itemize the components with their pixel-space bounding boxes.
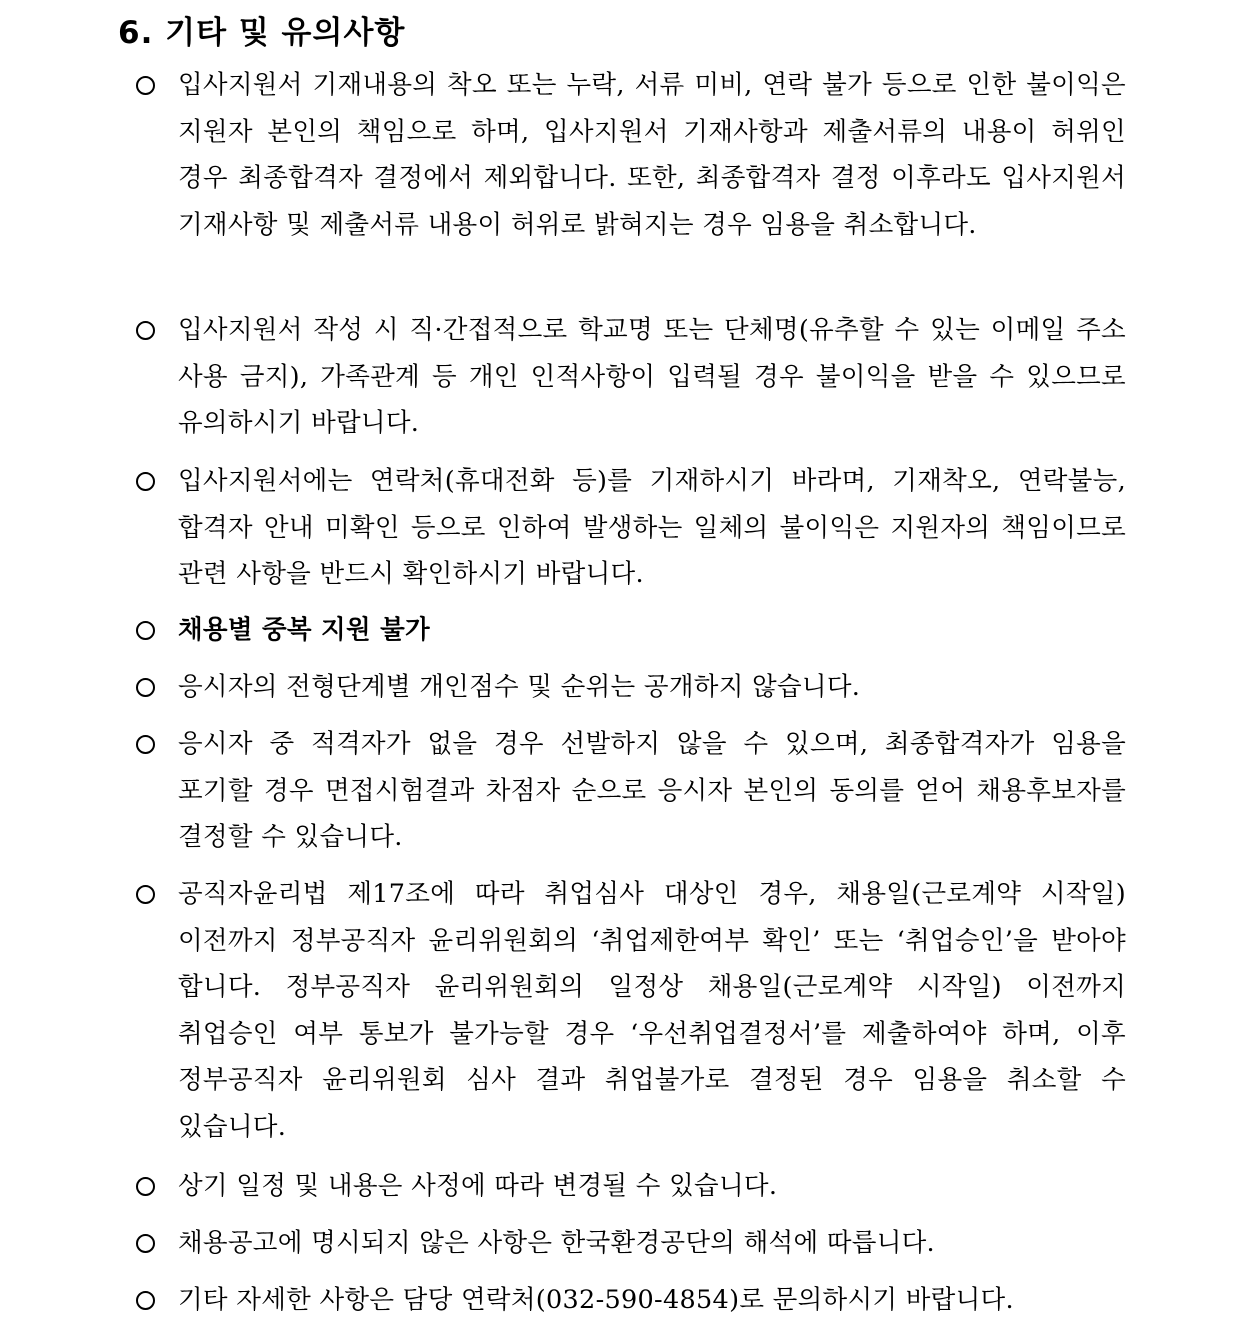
item-text: 입사지원서 기재내용의 착오 또는 누락, 서류 미비, 연락 불가 등으로 인한 불이익은 지원자 본인의 책임으로 하며, 입사지원서 기재사항과 제출서류의 내용이 허위인 경우 최종합격자 결정에서 제외합니다. 또한, 최종합격자 결정 이후라도 입사지원서 기재사항 및 제출서류 내용이 허위로 밝혀지는 경우 임용을 취소합니다. (178, 70, 1126, 240)
item-text: 입사지원서에는 연락처(휴대전화 등)를 기재하시기 바라며, 기재착오, 연락불능, 합격자 안내 미확인 등으로 인하여 발생하는 일체의 불이익은 지원자의 책임이므로 관련 사항을 반드시 확인하시기 바랍니다. (178, 466, 1126, 589)
circle-bullet-icon (136, 1177, 155, 1196)
circle-bullet-icon (136, 678, 155, 697)
item-text: 기타 자세한 사항은 담당 연락처(032-590-4854)로 문의하시기 바랍니다. (178, 1285, 1014, 1315)
list-item (136, 1277, 1126, 1324)
item-text: 입사지원서 작성 시 직·간접적으로 학교명 또는 단체명(유추할 수 있는 이메일 주소 사용 금지), 가족관계 등 개인 인적사항이 입력될 경우 불이익을 받을 수 있으므로 유의하시기 바랍니다. (178, 315, 1126, 438)
list-item (136, 458, 1126, 598)
list-item (136, 664, 1126, 711)
circle-bullet-icon (136, 735, 155, 754)
list-item (136, 721, 1126, 861)
circle-bullet-icon (136, 1234, 155, 1253)
circle-bullet-icon (136, 885, 155, 904)
circle-bullet-icon (136, 621, 155, 640)
item-text: 채용공고에 명시되지 않은 사항은 한국환경공단의 해석에 따릅니다. (178, 1228, 935, 1258)
item-text: 채용별 중복 지원 불가 (178, 615, 430, 645)
item-text: 응시자의 전형단계별 개인점수 및 순위는 공개하지 않습니다. (178, 672, 861, 702)
circle-bullet-icon (136, 76, 155, 95)
circle-bullet-icon (136, 472, 155, 491)
circle-bullet-icon (136, 321, 155, 340)
item-text: 상기 일정 및 내용은 사정에 따라 변경될 수 있습니다. (178, 1171, 778, 1201)
item-text: 공직자윤리법 제17조에 따라 취업심사 대상인 경우, 채용일(근로계약 시작일) 이전까지 정부공직자 윤리위원회의 ‘취업제한여부 확인’ 또는 ‘취업승인’을 받아야 합니다. 정부공직자 윤리위원회의 일정상 채용일(근로계약 시작일) 이전까지 취업승인 여부 통보가 불가능할 경우 ‘우선취업결정서’를 제출하여야 하며, 이후 정부공직자 윤리위원회 심사 결과 취업불가로 결정된 경우 임용을 취소할 수 있습니다. (178, 879, 1126, 1142)
list-item (136, 62, 1126, 248)
item-text: 응시자 중 적격자가 없을 경우 선발하지 않을 수 있으며, 최종합격자가 임용을 포기할 경우 면접시험결과 차점자 순으로 응시자 본인의 동의를 얻어 채용후보자를 결정할 수 있습니다. (178, 729, 1126, 852)
list-item (136, 871, 1126, 1150)
circle-bullet-icon (136, 1291, 155, 1310)
list-item (136, 607, 1126, 654)
list-item (136, 1163, 1126, 1210)
section-title: 6. 기타 및 유의사항 (118, 15, 406, 51)
list-item (136, 307, 1126, 447)
list-item (136, 1220, 1126, 1267)
